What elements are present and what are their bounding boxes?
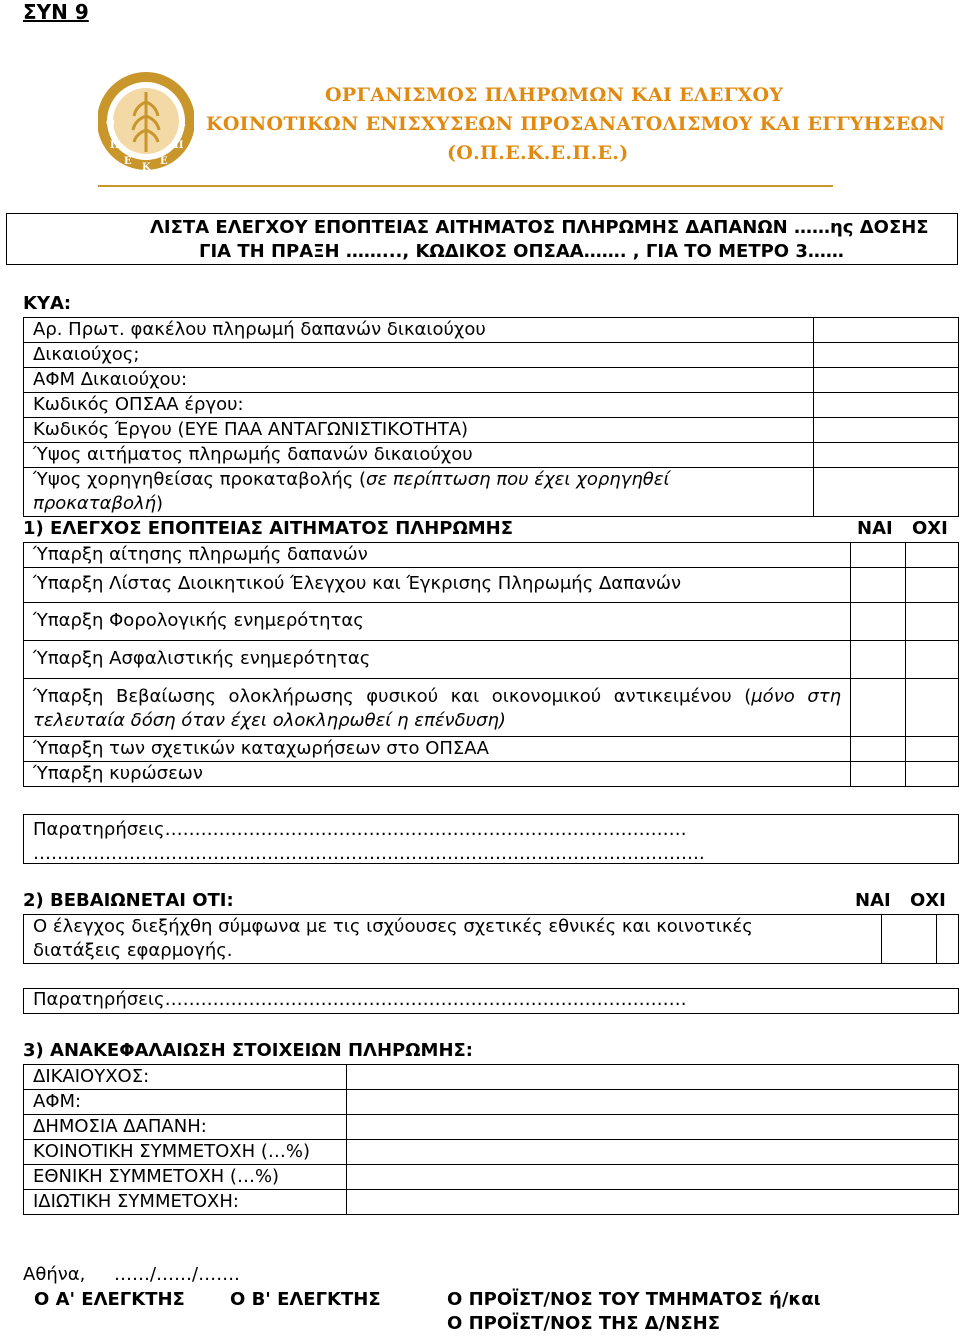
title-box (6, 213, 958, 265)
section-head-label: Ο ΠΡΟΪΣΤ/ΝΟΣ ΤΟΥ ΤΜΗΜΑΤΟΣ ή/και (447, 1289, 821, 1310)
section1-table (23, 542, 959, 787)
info-value-cell[interactable] (814, 368, 959, 393)
remarks-label: Παρατηρήσεις…………………………………………………………………………… (33, 819, 687, 840)
compliance-statement: Ο έλεγχος διεξήχθη σύμφωνα με τις ισχύουσες σχετικές εθνικές και κοινοτικές διατάξεις εφαρμογής. (24, 915, 882, 964)
logo-underline (98, 185, 833, 187)
org-name-line3: (Ο.Π.Ε.Κ.Ε.Π.Ε.) (447, 142, 629, 164)
title-line1: ΛΙΣΤΑ ΕΛΕΓΧΟΥ ΕΠΟΠΤΕΙΑΣ ΑΙΤΗΜΑΤΟΣ ΠΛΗΡΩΜΗΣ ΔΑΠΑΝΩΝ ……ης ΔΟΣΗΣ (150, 217, 929, 238)
summary-table (23, 1064, 959, 1215)
check-row: Ύπαρξη των σχετικών καταχωρήσεων στο ΟΠΣΑΑ (24, 737, 851, 762)
yes-cell[interactable] (851, 679, 906, 737)
svg-text:Ε: Ε (178, 118, 186, 129)
yes-cell[interactable] (851, 543, 906, 568)
yes-cell[interactable] (851, 568, 906, 603)
svg-text:Ε: Ε (160, 156, 168, 167)
remarks-line: …………………………………………………………………………………………………. (33, 843, 705, 864)
yes-cell[interactable] (851, 603, 906, 641)
svg-text:Π: Π (110, 140, 120, 151)
summary-row-label: ΚΟΙΝΟΤΙΚΗ ΣΥΜΜΕΤΟΧΗ (…%) (24, 1140, 347, 1165)
summary-value-cell[interactable] (347, 1115, 959, 1140)
checker-a-label: Ο Α' ΕΛΕΓΚΤΗΣ (34, 1289, 185, 1310)
info-row: Κωδικός Έργου (ΕΥΕ ΠΑΑ ΑΝΤΑΓΩΝΙΣΤΙΚΟΤΗΤΑ) (24, 418, 814, 443)
kya-label: ΚΥΑ: (23, 293, 72, 314)
summary-row-label: ΕΘΝΙΚΗ ΣΥΜΜΕΤΟΧΗ (…%) (24, 1165, 347, 1190)
summary-row-label: ΙΔΙΩΤΙΚΗ ΣΥΜΜΕΤΟΧΗ: (24, 1190, 347, 1215)
remarks-box-2[interactable] (23, 988, 959, 1014)
opekepe-seal-logo (98, 66, 194, 176)
no-cell[interactable] (906, 568, 959, 603)
no-cell[interactable] (937, 915, 959, 964)
summary-row-label: ΑΦΜ: (24, 1090, 347, 1115)
check-row-completion: Ύπαρξη Βεβαίωσης ολοκλήρωσης φυσικού και οικονομικού αντικειμένου (μόνο στη τελευταία δόση όταν έχει ολοκληρωθεί η επένδυση) (24, 679, 851, 737)
info-value-cell[interactable] (814, 343, 959, 368)
svg-text:Ε: Ε (124, 156, 132, 167)
summary-value-cell[interactable] (347, 1090, 959, 1115)
remarks-box-1[interactable] (23, 814, 959, 864)
summary-value-cell[interactable] (347, 1165, 959, 1190)
info-row: Αρ. Πρωτ. φακέλου πληρωμή δαπανών δικαιούχου (24, 318, 814, 343)
section1-heading: 1) ΕΛΕΓΧΟΣ ΕΠΟΠΤΕΙΑΣ ΑΙΤΗΜΑΤΟΣ ΠΛΗΡΩΜΗΣ (23, 518, 514, 539)
check-row: Ύπαρξη Φορολογικής ενημερότητας (24, 603, 851, 641)
info-value-cell[interactable] (814, 393, 959, 418)
directorate-head-label: Ο ΠΡΟΪΣΤ/ΝΟΣ ΤΗΣ Δ/ΝΣΗΣ (447, 1313, 721, 1334)
section2-no-header: ΟΧΙ (910, 890, 946, 911)
section1-no-header: ΟΧΙ (912, 518, 948, 539)
info-row: Δικαιούχος; (24, 343, 814, 368)
summary-value-cell[interactable] (347, 1190, 959, 1215)
svg-text:Π: Π (174, 140, 184, 151)
section2-yes-header: ΝΑΙ (855, 890, 891, 911)
check-row: Ύπαρξη Λίστας Διοικητικού Έλεγχου και Έγκρισης Πληρωμής Δαπανών (24, 568, 851, 603)
checker-b-label: Ο Β' ΕΛΕΓΚΤΗΣ (230, 1289, 381, 1310)
no-cell[interactable] (906, 762, 959, 787)
check-row: Ύπαρξη αίτησης πληρωμής δαπανών (24, 543, 851, 568)
yes-cell[interactable] (851, 641, 906, 679)
org-name-line1: ΟΡΓΑΝΙΣΜΟΣ ΠΛΗΡΩΜΩΝ ΚΑΙ ΕΛΕΓΧΟΥ (325, 84, 784, 106)
info-value-cell[interactable] (814, 318, 959, 343)
title-line2: ΓΙΑ ΤΗ ΠΡΑΞΗ ……..., ΚΩΔΙΚΟΣ ΟΠΣΑΑ……. , ΓΙΑ ΤΟ ΜΕΤΡΟ 3…… (199, 241, 844, 262)
check-row: Ύπαρξη Ασφαλιστικής ενημερότητας (24, 641, 851, 679)
yes-cell[interactable] (851, 762, 906, 787)
info-value-cell[interactable] (814, 443, 959, 468)
yes-cell[interactable] (882, 915, 937, 964)
section2-table (23, 914, 959, 964)
info-row-advance: Ύψος χορηγηθείσας προκαταβολής (σε περίπτωση που έχει χορηγηθεί προκαταβολή) (24, 468, 814, 517)
org-name-line2: ΚΟΙΝΟΤΙΚΩΝ ΕΝΙΣΧΥΣΕΩΝ ΠΡΟΣΑΝΑΤΟΛΙΣΜΟΥ ΚΑΙ ΕΓΓΥΗΣΕΩΝ (206, 113, 946, 135)
section2-heading: 2) ΒΕΒΑΙΩΝΕΤΑΙ ΟΤΙ: (23, 890, 234, 911)
no-cell[interactable] (906, 603, 959, 641)
info-table (23, 317, 959, 517)
section1-yes-header: ΝΑΙ (857, 518, 893, 539)
no-cell[interactable] (906, 679, 959, 737)
check-row: Ύπαρξη κυρώσεων (24, 762, 851, 787)
no-cell[interactable] (906, 641, 959, 679)
info-row: Ύψος αιτήματος πληρωμής δαπανών δικαιούχου (24, 443, 814, 468)
svg-text:Κ: Κ (142, 162, 151, 173)
info-row: Κωδικός ΟΠΣΑΑ έργου: (24, 393, 814, 418)
remarks-label: Παρατηρήσεις…………………………………………………………………………… (33, 989, 687, 1010)
document-code: ΣΥΝ 9 (23, 0, 89, 24)
section3-heading: 3) ΑΝΑΚΕΦΑΛΑΙΩΣΗ ΣΤΟΙΧΕΙΩΝ ΠΛΗΡΩΜΗΣ: (23, 1040, 474, 1061)
info-value-cell[interactable] (814, 418, 959, 443)
yes-cell[interactable] (851, 737, 906, 762)
info-row: ΑΦΜ Δικαιούχου: (24, 368, 814, 393)
info-value-cell[interactable] (814, 468, 959, 517)
no-cell[interactable] (906, 737, 959, 762)
no-cell[interactable] (906, 543, 959, 568)
svg-text:Ο: Ο (106, 118, 115, 129)
summary-value-cell[interactable] (347, 1140, 959, 1165)
summary-row-label: ΔΗΜΟΣΙΑ ΔΑΠΑΝΗ: (24, 1115, 347, 1140)
summary-row-label: ΔΙΚΑΙΟΥΧΟΣ: (24, 1065, 347, 1090)
summary-value-cell[interactable] (347, 1065, 959, 1090)
signature-date: Αθήνα, ……/……/……. (23, 1264, 240, 1285)
